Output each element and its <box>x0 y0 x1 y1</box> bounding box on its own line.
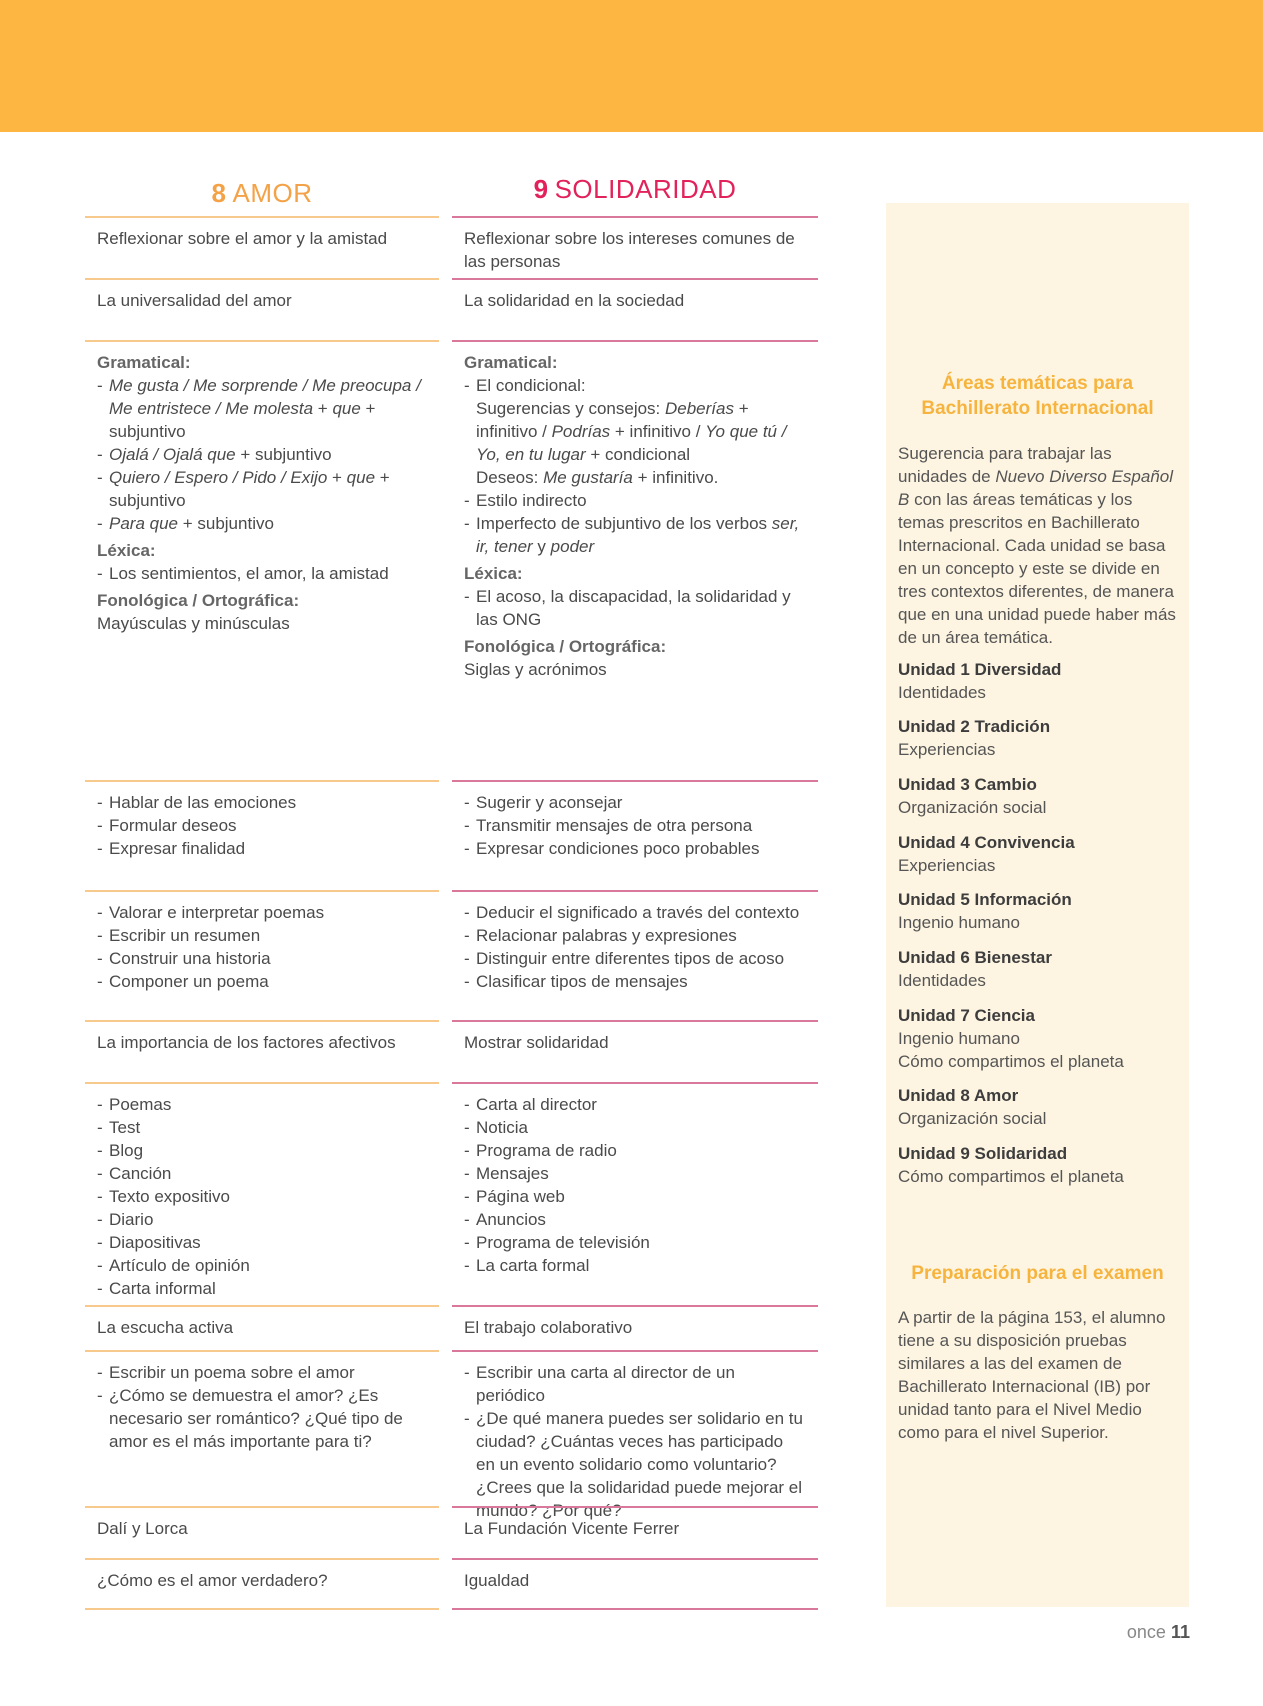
culture-text: Dalí y Lorca <box>97 1519 188 1538</box>
unit-entry: Unidad 8 Amor Organización social <box>898 1086 1047 1128</box>
grammar-heading: Gramatical: <box>97 353 191 372</box>
unit-entry: Unidad 1 Diversidad Identidades <box>898 660 1062 702</box>
concept-text: La solidaridad en la sociedad <box>464 291 685 310</box>
list-item: - El condicional: Sugerencias y consejos: Deberías + infinitivo / Podrías + infinitivo / Yo que tú / Yo, en tu lugar + condicional Deseos: Me gustaría + infinitivo. <box>464 374 806 489</box>
concept-text: La universalidad del amor <box>97 291 292 310</box>
fono-text: Siglas y acrónimos <box>464 660 607 679</box>
list-item: - Artículo de opinión <box>97 1254 427 1277</box>
list-item: - Programa de televisión <box>464 1231 806 1254</box>
unit-entry: Unidad 7 Ciencia Ingenio humano Cómo compartimos el planeta <box>898 1006 1124 1071</box>
concept-cell <box>85 278 439 340</box>
tasks-cell <box>85 1350 439 1506</box>
list-item: - Valorar e interpretar poemas <box>97 901 427 924</box>
list-item: - Diario <box>97 1208 427 1231</box>
unit-number: 8 <box>211 178 227 208</box>
unit-entry: Unidad 6 Bienestar Identidades <box>898 948 1052 990</box>
texts-cell <box>85 1082 439 1305</box>
list-item: - Sugerir y aconsejar <box>464 791 806 814</box>
culture-text: La Fundación Vicente Ferrer <box>464 1519 680 1538</box>
ib-sidebar <box>886 203 1189 1607</box>
skills-cell <box>85 890 439 1020</box>
list-item: - Poemas <box>97 1093 427 1116</box>
list-item: - Escribir un resumen <box>97 924 427 947</box>
fono-heading: Fonológica / Ortográfica: <box>97 591 300 610</box>
unit-name: SOLIDARIDAD <box>554 174 737 204</box>
list-item: - Distinguir entre diferentes tipos de acoso <box>464 947 806 970</box>
unit-number: 9 <box>533 174 549 204</box>
list-item: - Carta informal <box>97 1277 427 1300</box>
unit-9-title <box>452 174 818 205</box>
objective-text: Reflexionar sobre el amor y la amistad <box>97 229 388 248</box>
list-item: - La carta formal <box>464 1254 806 1277</box>
lexica-heading: Léxica: <box>464 564 523 583</box>
learner-text: La escucha activa <box>97 1318 234 1337</box>
areas-intro: Sugerencia para trabajar las unidades de Nuevo Diverso Español B con las áreas temáticas y los temas prescritos en Bachillerato Internacional. Cada unidad se basa en un concepto y este se divide en tres contextos diferentes, de manera que en una unidad puede haber más de un área temática. <box>898 444 1176 647</box>
list-item: - ¿Cómo se demuestra el amor? ¿Es necesario ser romántico? ¿Qué tipo de amor es el más importante para ti? <box>97 1384 427 1453</box>
unit-entry: Unidad 3 Cambio Organización social <box>898 775 1047 817</box>
list-item: - Deducir el significado a través del contexto <box>464 901 806 924</box>
list-item: - Relacionar palabras y expresiones <box>464 924 806 947</box>
fono-text: Mayúsculas y minúsculas <box>97 614 290 633</box>
list-item: - Componer un poema <box>97 970 427 993</box>
objective-text: Reflexionar sobre los intereses comunes de las personas <box>464 229 795 271</box>
list-item: - ¿De qué manera puedes ser solidario en tu ciudad? ¿Cuántas veces has participado en un evento solidario como voluntario? ¿Crees que la solidaridad puede mejorar el mundo? ¿Por qué? <box>464 1407 806 1522</box>
top-color-band <box>0 0 1263 132</box>
list-item: - Texto expositivo <box>97 1185 427 1208</box>
tok-text: Igualdad <box>464 1571 530 1590</box>
list-item: - Quiero / Espero / Pido / Exijo + que + subjuntivo <box>97 466 427 512</box>
unit-entry: Unidad 2 Tradición Experiencias <box>898 717 1051 759</box>
list-item: - Estilo indirecto <box>464 489 806 512</box>
exam-text: A partir de la página 153, el alumno tiene a su disposición pruebas similares a las del examen de Bachillerato Internacional (IB) por unidad tanto para el Nivel Medio como para el nivel Superior. <box>898 1308 1166 1442</box>
list-item: - Hablar de las emociones <box>97 791 427 814</box>
areas-title: Áreas temáticas para Bachillerato Internacional <box>921 373 1154 419</box>
unit-entry: Unidad 5 Información Ingenio humano <box>898 890 1072 932</box>
approach-text: La importancia de los factores afectivos <box>97 1033 396 1052</box>
approach-cell <box>452 1020 818 1082</box>
concept-cell <box>452 278 818 340</box>
list-item: - Noticia <box>464 1116 806 1139</box>
grammar-heading: Gramatical: <box>464 353 558 372</box>
list-item: - Escribir una carta al director de un periódico <box>464 1361 806 1407</box>
exam-title: Preparación para el examen <box>911 1263 1164 1284</box>
tok-cell <box>85 1558 439 1610</box>
list-item: - Para que + subjuntivo <box>97 512 427 535</box>
tasks-cell <box>452 1350 818 1520</box>
approach-cell <box>85 1020 439 1082</box>
functions-cell <box>85 780 439 890</box>
list-item: - Expresar finalidad <box>97 837 427 860</box>
list-item: - Blog <box>97 1139 427 1162</box>
culture-cell <box>85 1506 439 1558</box>
list-item: - Página web <box>464 1185 806 1208</box>
approach-text: Mostrar solidaridad <box>464 1033 609 1052</box>
list-item: - Imperfecto de subjuntivo de los verbos ser, ir, tener y poder <box>464 512 806 558</box>
lexica-heading: Léxica: <box>97 541 156 560</box>
list-item: - Me gusta / Me sorprende / Me preocupa / Me entristece / Me molesta + que + subjuntivo <box>97 374 427 443</box>
list-item: - Escribir un poema sobre el amor <box>97 1361 427 1384</box>
unit-name: AMOR <box>232 178 313 208</box>
grammar-list <box>97 374 427 535</box>
list-item: - Test <box>97 1116 427 1139</box>
list-item: - Ojalá / Ojalá que + subjuntivo <box>97 443 427 466</box>
culture-cell <box>452 1506 818 1558</box>
list-item: - Construir una historia <box>97 947 427 970</box>
unit-entry: Unidad 4 Convivencia Experiencias <box>898 833 1075 875</box>
learner-cell <box>452 1305 818 1350</box>
learner-cell <box>85 1305 439 1350</box>
grammar-cell <box>452 340 818 780</box>
list-item: - Anuncios <box>464 1208 806 1231</box>
list-item: - Carta al director <box>464 1093 806 1116</box>
list-item: - Clasificar tipos de mensajes <box>464 970 806 993</box>
list-item: - Transmitir mensajes de otra persona <box>464 814 806 837</box>
list-item: - Mensajes <box>464 1162 806 1185</box>
list-item: - Los sentimientos, el amor, la amistad <box>97 562 427 585</box>
learner-text: El trabajo colaborativo <box>464 1318 633 1337</box>
list-item: - El acoso, la discapacidad, la solidaridad y las ONG <box>464 585 806 631</box>
unit-entry: Unidad 9 Solidaridad Cómo compartimos el planeta <box>898 1144 1124 1186</box>
page-number: once 11 <box>1126 1622 1190 1642</box>
objective-cell <box>452 216 818 278</box>
skills-cell <box>452 890 818 1020</box>
objective-cell <box>85 216 439 278</box>
list-item: - Diapositivas <box>97 1231 427 1254</box>
fono-heading: Fonológica / Ortográfica: <box>464 637 667 656</box>
grammar-cell <box>85 340 439 780</box>
list-item: - Expresar condiciones poco probables <box>464 837 806 860</box>
unit-8-title <box>85 178 439 209</box>
texts-cell <box>452 1082 818 1305</box>
functions-cell <box>452 780 818 890</box>
grammar-list <box>464 374 806 558</box>
list-item: - Canción <box>97 1162 427 1185</box>
list-item: - Programa de radio <box>464 1139 806 1162</box>
list-item: - Formular deseos <box>97 814 427 837</box>
tok-text: ¿Cómo es el amor verdadero? <box>97 1571 328 1590</box>
tok-cell <box>452 1558 818 1610</box>
